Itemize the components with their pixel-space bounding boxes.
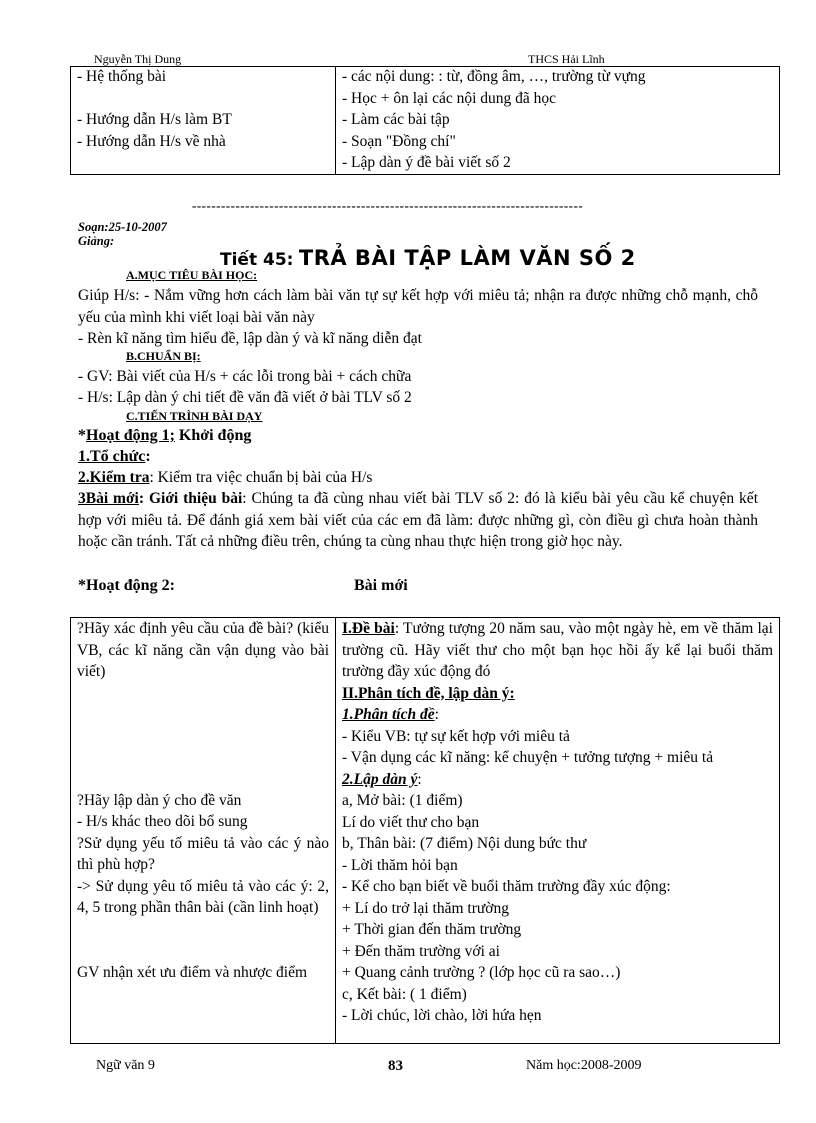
step-1-colon: : bbox=[145, 448, 151, 465]
outline-sub-label: 2.Lập dàn ý bbox=[342, 770, 418, 788]
header-school: THCS Hải Lĩnh bbox=[528, 52, 605, 66]
prep-gv: - GV: Bài viết của H/s + các lỗi trong bài + cách chữa bbox=[78, 368, 412, 385]
activity-1-label: Hoạt động 1; bbox=[86, 427, 175, 444]
question-5: -> Sử dụng yêu tố miêu tả vào các ý: 2, 4, 5 trong phần thân bài (cần linh hoạt) bbox=[77, 877, 329, 916]
outline-sub-colon: : bbox=[417, 770, 422, 788]
step-2-label: 2.Kiểm tra bbox=[78, 469, 150, 486]
separator-line: --------------------------------------------------------------------------------- bbox=[192, 198, 584, 213]
activity-1-star: * bbox=[78, 427, 86, 444]
analysis-heading: II.Phân tích đề, lập dàn ý: bbox=[342, 684, 515, 702]
outline-item: + Quang cảnh trường ? (lớp học cũ ra sao…) bbox=[342, 964, 621, 981]
page-header bbox=[70, 50, 780, 67]
top-right-row: - Soạn "Đồng chí" bbox=[342, 132, 456, 150]
step-3-colon: : bbox=[138, 490, 145, 507]
content-column bbox=[336, 618, 780, 1044]
outline-item: + Thời gian đến thăm trường bbox=[342, 921, 522, 938]
lesson-name: TRẢ BÀI TẬP LÀM VĂN SỐ 2 bbox=[298, 246, 636, 270]
step-1 bbox=[78, 446, 758, 468]
top-left-row: - Hướng dẫn H/s về nhà bbox=[77, 132, 226, 150]
top-table bbox=[70, 66, 780, 175]
step-3-intro: Giới thiệu bài bbox=[148, 490, 243, 507]
top-left-row: - Hướng dẫn H/s làm BT bbox=[77, 111, 232, 128]
step-2 bbox=[78, 467, 758, 489]
activity-2-label: *Hoạt động 2: bbox=[78, 577, 175, 594]
question-2: ?Hãy lập dàn ý cho đề văn bbox=[77, 791, 242, 809]
top-right-row: - Làm các bài tập bbox=[342, 111, 450, 128]
outline-item: Lí do viết thư cho bạn bbox=[342, 813, 480, 831]
main-table bbox=[70, 617, 780, 1044]
section-a-heading: A.MỤC TIÊU BÀI HỌC: bbox=[126, 268, 258, 282]
section-b-heading: B.CHUẨN BỊ: bbox=[126, 349, 201, 363]
outline-item: + Đến thăm trường với ai bbox=[342, 942, 500, 960]
footer-year: Năm học:2008-2009 bbox=[526, 1058, 642, 1073]
footer-subject: Ngữ văn 9 bbox=[96, 1058, 155, 1073]
lesson-title bbox=[220, 246, 636, 270]
de-bai bbox=[342, 618, 773, 683]
outline-item: a, Mở bài: (1 điểm) bbox=[342, 792, 463, 809]
de-bai-label: I.Đề bài bbox=[342, 620, 395, 637]
top-right-row: - Học + ôn lại các nội dung đã học bbox=[342, 89, 557, 107]
outline-item: b, Thân bài: (7 điểm) Nội dung bức thư bbox=[342, 835, 587, 852]
analysis-sub-label: 1.Phân tích đề bbox=[342, 706, 435, 723]
top-left-row bbox=[77, 152, 329, 174]
step-1-label: 1.Tổ chức bbox=[78, 448, 146, 465]
top-right-row: - các nội dung: : từ, đồng âm, …, trường từ vựng bbox=[342, 68, 646, 85]
top-right-row: - Lập dàn ý đề bài viết số 2 bbox=[342, 154, 511, 171]
outline-item: - Lời chúc, lời chào, lời hứa hẹn bbox=[342, 1007, 542, 1024]
text-type: - Kiểu VB: tự sự kết hợp với miêu tả bbox=[342, 727, 570, 745]
skills: - Vận dụng các kĩ năng: kể chuyện + tưởng tượng + miêu tả bbox=[342, 749, 714, 766]
outline-item: - Lời thăm hỏi bạn bbox=[342, 856, 458, 874]
question-3: - H/s khác theo dõi bổ sung bbox=[77, 813, 248, 830]
top-left-row bbox=[77, 88, 329, 110]
top-left-row: - Hệ thống bài bbox=[77, 68, 167, 85]
soan-date: Soạn:25-10-2007 bbox=[78, 220, 167, 234]
objective-text: Giúp H/s: - Nắm vững hơn cách làm bài văn tự sự kết hợp với miêu tả; nhận ra được những chỗ mạnh, chỗ yếu của mình khi viết loại bài văn này bbox=[78, 287, 758, 326]
step-2-text: : Kiểm tra việc chuẩn bị bài của H/s bbox=[149, 469, 373, 486]
outline-item: c, Kết bài: ( 1 điểm) bbox=[342, 985, 467, 1003]
lesson-number: Tiết 45: bbox=[220, 250, 294, 270]
header-author: Nguyễn Thị Dung bbox=[94, 52, 182, 66]
top-table-left bbox=[71, 66, 336, 174]
analysis-sub-colon: : bbox=[434, 706, 439, 723]
analysis-sub bbox=[342, 704, 773, 726]
activity-2 bbox=[78, 575, 758, 597]
step-3-label: 3Bài mới bbox=[78, 490, 139, 507]
activity-1-text: Khởi động bbox=[174, 427, 252, 444]
outline-sub bbox=[342, 769, 773, 791]
question-4: ?Sử dụng yếu tố miêu tả vào các ý nào thì phù hợp? bbox=[77, 834, 329, 873]
question-1: ?Hãy xác định yêu cầu của đề bài? (kiểu VB, các kĩ năng cần vận dụng vào bài viết) bbox=[77, 620, 329, 680]
outline-item: + Lí do trở lại thăm trường bbox=[342, 899, 509, 917]
activity-2-text: Bài mới bbox=[354, 577, 408, 594]
section-c-heading: C.TIẾN TRÌNH BÀI DẠY bbox=[126, 409, 263, 423]
prep-hs: - H/s: Lập dàn ý chi tiết đề văn đã viết ở bài TLV số 2 bbox=[78, 389, 412, 406]
teacher-column bbox=[71, 618, 336, 1044]
activity-1 bbox=[78, 425, 758, 447]
step-3 bbox=[78, 488, 758, 553]
objective-skill: - Rèn kĩ năng tìm hiểu đề, lập dàn ý và kĩ năng diễn đạt bbox=[78, 330, 422, 347]
outline-item: - Kể cho bạn biết về buổi thăm trường đầy xúc động: bbox=[342, 878, 671, 895]
top-table-right bbox=[336, 66, 780, 174]
footer-page-number: 83 bbox=[388, 1058, 403, 1074]
step-3-text: : Chúng ta đã cùng nhau viết bài TLV số 2: đó là kiểu bài yêu cầu kể chuyện kết hợp với miêu tả. Để đánh giá xem bài viết của các em đã làm: được những gì, còn điều gì chưa hoàn thành hoặc cần tránh. Tất cả những điều trên, chúng ta cùng nhau thực hiện trong giờ học này. bbox=[78, 490, 758, 550]
question-6: GV nhận xét ưu điểm và nhược điểm bbox=[77, 963, 308, 981]
giang-date: Giảng: bbox=[78, 234, 115, 248]
de-bai-text: : Tưởng tượng 20 năm sau, vào một ngày hè, em về thăm lại trường cũ. Hãy viết thư cho một bạn học hồi ấy kể lại buổi thăm trường đầy xúc động đó bbox=[342, 620, 773, 680]
